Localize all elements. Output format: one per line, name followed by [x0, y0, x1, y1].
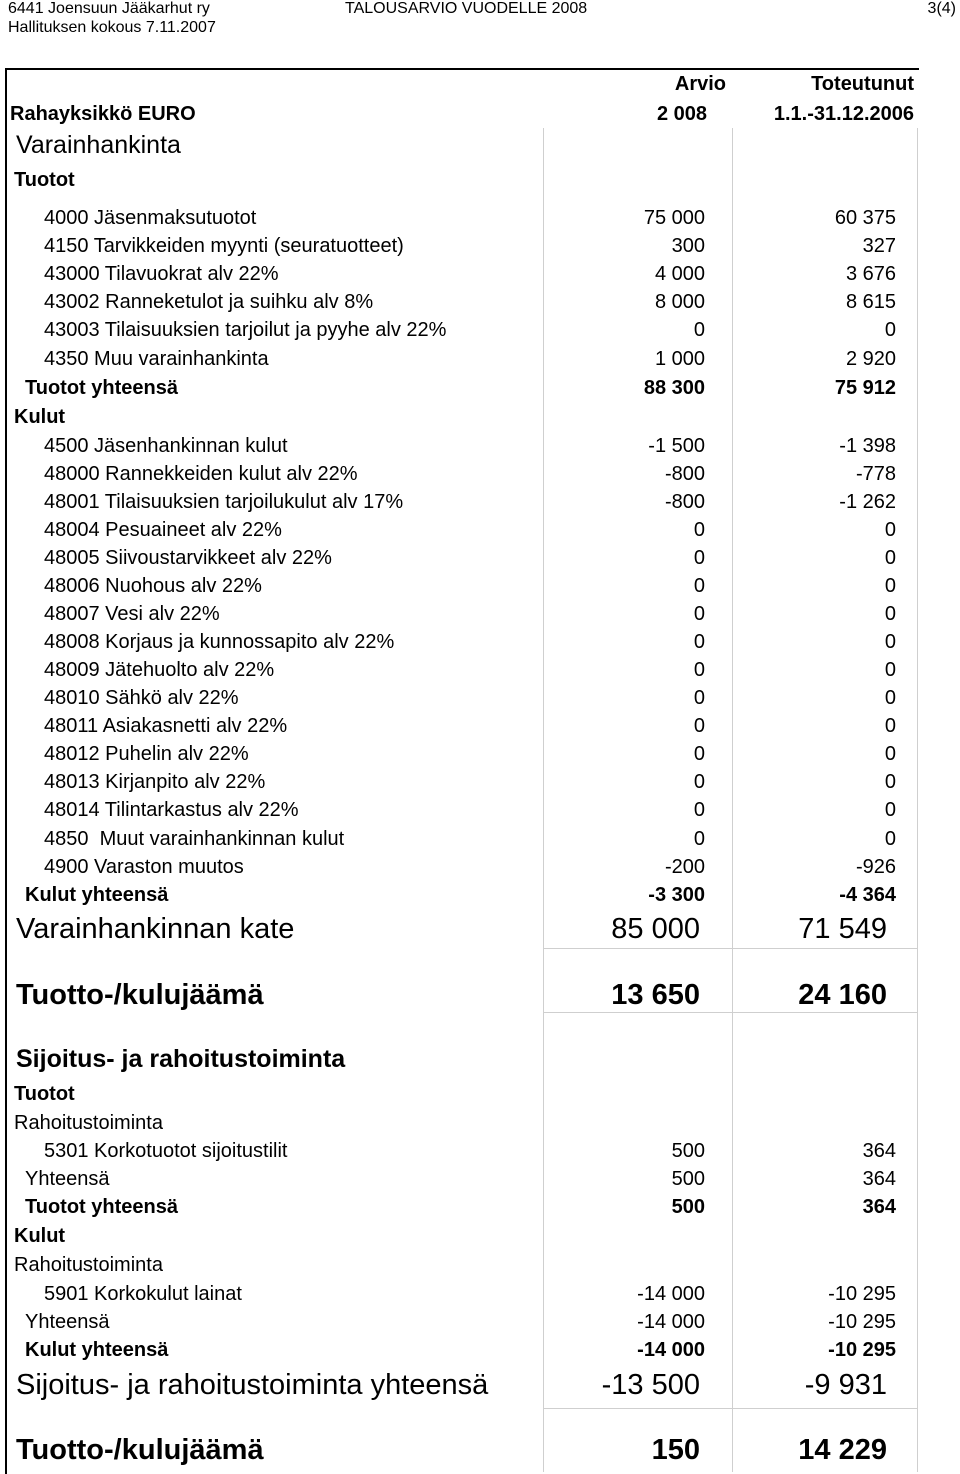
table-row [0, 204, 960, 232]
row-label: 5901 Korkokulut lainat [44, 1283, 242, 1305]
section-title-text: Varainhankinta [16, 131, 181, 159]
subsection-label [0, 403, 960, 431]
row-label: 48001 Tilaisuuksien tarjoilukulut alv 17% [44, 491, 404, 513]
row-label: 48007 Vesi alv 22% [44, 603, 220, 625]
toteutunut-value: 0 [884, 828, 896, 850]
row-label: 43002 Ranneketulot ja suihku alv 8% [44, 291, 374, 313]
toteutunut-value: -10 295 [828, 1311, 896, 1333]
tuotot-label: Tuotot [14, 1083, 75, 1105]
arvio-value: 0 [693, 547, 705, 569]
total-row [0, 881, 960, 909]
table-row [0, 712, 960, 740]
section-total-row [0, 1365, 960, 1405]
table-row [0, 600, 960, 628]
row-label: 48014 Tilintarkastus alv 22% [44, 799, 299, 821]
total-label: Kulut yhteensä [25, 1339, 169, 1361]
column-header-row-2 [0, 100, 960, 128]
arvio-value: 0 [693, 603, 705, 625]
page-number: 3(4) [927, 0, 956, 17]
arvio-value: 1 000 [654, 348, 705, 370]
table-row [0, 516, 960, 544]
table-row [0, 345, 960, 373]
table-row [0, 1280, 960, 1308]
row-label: 48008 Korjaus ja kunnossapito alv 22% [44, 631, 395, 653]
tuotot-label: Tuotot [14, 169, 75, 191]
toteutunut-value: -1 262 [839, 491, 896, 513]
toteutunut-value: 0 [884, 687, 896, 709]
table-row [0, 853, 960, 881]
toteutunut-value: 0 [884, 519, 896, 541]
arvio-value: 0 [693, 659, 705, 681]
row-label: 4350 Muu varainhankinta [44, 348, 269, 370]
arvio-value: 0 [693, 631, 705, 653]
toteutunut-value: -9 931 [804, 1369, 887, 1401]
row-label: Yhteensä [25, 1311, 110, 1333]
row-label: 4000 Jäsenmaksutuotot [44, 207, 257, 229]
arvio-value: -1 500 [648, 435, 705, 457]
arvio-value: 0 [693, 575, 705, 597]
table-row [0, 232, 960, 260]
rahoitustoiminta-label: Rahoitustoiminta [14, 1112, 163, 1134]
arvio-value: 0 [693, 828, 705, 850]
arvio-value: 75 000 [643, 207, 705, 229]
row-label: 4150 Tarvikkeiden myynti (seuratuotteet) [44, 235, 404, 257]
result-label: Tuotto-/kulujäämä [16, 979, 264, 1011]
toteutunut-value: 364 [862, 1168, 896, 1190]
result-row [0, 1430, 960, 1470]
row-label: 48006 Nuohous alv 22% [44, 575, 262, 597]
subsection-label [0, 1109, 960, 1137]
row-label: 4850 Muut varainhankinnan kulut [44, 828, 345, 850]
subsection-label [0, 1222, 960, 1250]
table-row [0, 1165, 960, 1193]
toteutunut-value: 24 160 [798, 979, 887, 1011]
table-row [0, 768, 960, 796]
table-row [0, 260, 960, 288]
table-row [0, 796, 960, 824]
toteutunut-value: -778 [855, 463, 896, 485]
row-label: 48000 Rannekkeiden kulut alv 22% [44, 463, 358, 485]
toteutunut-value: 0 [884, 743, 896, 765]
table-row [0, 544, 960, 572]
column-header-row-1 [0, 70, 960, 98]
arvio-value: 8 000 [654, 291, 705, 313]
subsection-label [0, 1251, 960, 1279]
total-row [0, 1193, 960, 1221]
toteutunut-value: 8 615 [845, 291, 896, 313]
row-label: 4500 Jäsenhankinnan kulut [44, 435, 288, 457]
row-label: Yhteensä [25, 1168, 110, 1190]
arvio-value: 500 [671, 1196, 705, 1218]
org-name: 6441 Joensuun Jääkarhut ry [8, 0, 210, 17]
total-label: Kulut yhteensä [25, 884, 169, 906]
table-row [0, 572, 960, 600]
arvio-value: 0 [693, 743, 705, 765]
kate-label: Varainhankinnan kate [16, 913, 295, 945]
arvio-value: 0 [693, 319, 705, 341]
meeting-info: Hallituksen kokous 7.11.2007 [8, 19, 216, 36]
kulut-label: Kulut [14, 1225, 66, 1247]
kulut-label: Kulut [14, 406, 66, 428]
section-total-label: Sijoitus- ja rahoitustoiminta yhteensä [16, 1369, 489, 1401]
arvio-value: 4 000 [654, 263, 705, 285]
subsection-label [0, 166, 960, 194]
subsection-label [0, 1080, 960, 1108]
col-arvio-header: Arvio [674, 73, 726, 95]
arvio-value: 500 [671, 1168, 705, 1190]
table-row [0, 1137, 960, 1165]
arvio-value: 0 [693, 799, 705, 821]
col-toteutunut-header: Toteutunut [811, 73, 914, 95]
row-label: 43000 Tilavuokrat alv 22% [44, 263, 279, 285]
table-row [0, 460, 960, 488]
rahoitustoiminta-label: Rahoitustoiminta [14, 1254, 163, 1276]
table-row [0, 740, 960, 768]
grid-line [543, 1408, 917, 1409]
toteutunut-value: 364 [862, 1140, 896, 1162]
table-row [0, 825, 960, 853]
toteutunut-value: -4 364 [839, 884, 896, 906]
arvio-value: 150 [651, 1434, 700, 1466]
toteutunut-value: 3 676 [845, 263, 896, 285]
row-label: 48004 Pesuaineet alv 22% [44, 519, 282, 541]
row-label: 48005 Siivoustarvikkeet alv 22% [44, 547, 332, 569]
toteutunut-value: 364 [862, 1196, 896, 1218]
toteutunut-value: 60 375 [834, 207, 896, 229]
row-label: 48012 Puhelin alv 22% [44, 743, 249, 765]
table-row [0, 656, 960, 684]
result-label: Tuotto-/kulujäämä [16, 1434, 264, 1466]
toteutunut-value: 0 [884, 603, 896, 625]
section-title-text: Sijoitus- ja rahoitustoiminta [16, 1045, 346, 1073]
toteutunut-value: 71 549 [798, 913, 887, 945]
toteutunut-value: 0 [884, 799, 896, 821]
arvio-value: -3 300 [648, 884, 705, 906]
row-label: 48010 Sähkö alv 22% [44, 687, 239, 709]
toteutunut-value: 0 [884, 659, 896, 681]
arvio-value: 0 [693, 519, 705, 541]
toteutunut-value: 2 920 [845, 348, 896, 370]
arvio-value: 500 [671, 1140, 705, 1162]
section-title [0, 127, 960, 163]
total-row [0, 374, 960, 402]
arvio-value: 0 [693, 715, 705, 737]
arvio-value: 300 [671, 235, 705, 257]
toteutunut-value: 0 [884, 631, 896, 653]
arvio-value: -14 000 [637, 1311, 705, 1333]
col-arvio-year: 2 008 [656, 103, 707, 125]
row-label: 4900 Varaston muutos [44, 856, 244, 878]
arvio-value: 13 650 [611, 979, 700, 1011]
toteutunut-value: -10 295 [828, 1339, 896, 1361]
arvio-value: -800 [664, 491, 705, 513]
arvio-value: -200 [664, 856, 705, 878]
toteutunut-value: 0 [884, 771, 896, 793]
col-toteutunut-period: 1.1.-31.12.2006 [773, 103, 914, 125]
total-label: Tuotot yhteensä [25, 1196, 178, 1218]
toteutunut-value: 0 [884, 547, 896, 569]
toteutunut-value: -1 398 [839, 435, 896, 457]
row-label: 48013 Kirjanpito alv 22% [44, 771, 266, 793]
toteutunut-value: -926 [855, 856, 896, 878]
row-label: 43003 Tilaisuuksien tarjoilut ja pyyhe alv 22% [44, 319, 447, 341]
table-row [0, 488, 960, 516]
row-label: 5301 Korkotuotot sijoitustilit [44, 1140, 288, 1162]
unit-label: Rahayksikkö EURO [10, 103, 196, 125]
arvio-value: -14 000 [637, 1339, 705, 1361]
table-row [0, 432, 960, 460]
total-label: Tuotot yhteensä [25, 377, 178, 399]
arvio-value: 0 [693, 687, 705, 709]
toteutunut-value: 0 [884, 715, 896, 737]
toteutunut-value: -10 295 [828, 1283, 896, 1305]
arvio-value: -800 [664, 463, 705, 485]
row-label: 48009 Jätehuolto alv 22% [44, 659, 275, 681]
section-title [0, 1041, 960, 1077]
arvio-value: 85 000 [611, 913, 700, 945]
kate-row [0, 909, 960, 949]
arvio-value: 0 [693, 771, 705, 793]
result-row [0, 975, 960, 1015]
toteutunut-value: 0 [884, 575, 896, 597]
table-row [0, 288, 960, 316]
arvio-value: -13 500 [601, 1369, 700, 1401]
table-row [0, 628, 960, 656]
toteutunut-value: 75 912 [834, 377, 896, 399]
table-row [0, 316, 960, 344]
document-title: TALOUSARVIO VUODELLE 2008 [345, 0, 588, 17]
arvio-value: -14 000 [637, 1283, 705, 1305]
row-label: 48011 Asiakasnetti alv 22% [44, 715, 288, 737]
toteutunut-value: 327 [862, 235, 896, 257]
arvio-value: 88 300 [643, 377, 705, 399]
table-row [0, 1308, 960, 1336]
toteutunut-value: 14 229 [798, 1434, 887, 1466]
total-row [0, 1336, 960, 1364]
toteutunut-value: 0 [884, 319, 896, 341]
table-row [0, 684, 960, 712]
